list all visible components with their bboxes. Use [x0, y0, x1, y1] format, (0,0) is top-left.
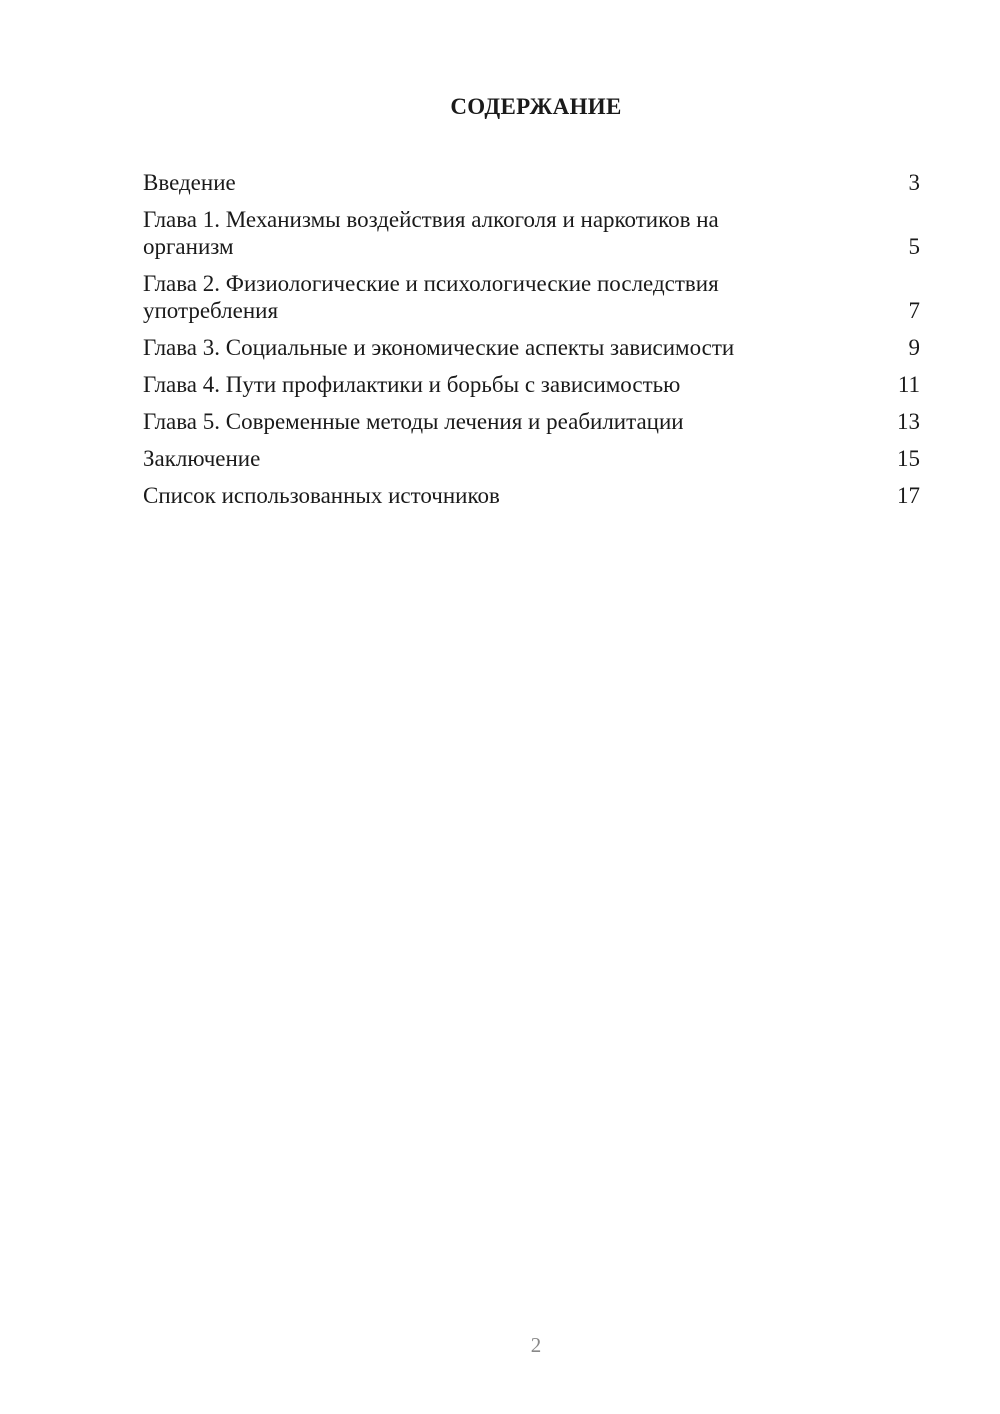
- toc-entry-conclusion[interactable]: [143, 445, 920, 472]
- toc-entry-title: Заключение: [143, 446, 261, 471]
- toc-entry-references[interactable]: [143, 482, 920, 509]
- table-of-contents: [143, 169, 920, 519]
- page-title: СОДЕРЖАНИЕ: [450, 94, 622, 119]
- toc-entry-introduction[interactable]: [143, 169, 920, 196]
- toc-entry-chapter-5[interactable]: [143, 408, 920, 435]
- toc-entry-title: Список использованных источников: [143, 483, 500, 508]
- toc-entry-chapter-3[interactable]: [143, 334, 920, 361]
- toc-entry-page: 13: [897, 409, 920, 434]
- toc-entry-chapter-4[interactable]: [143, 371, 920, 398]
- toc-entry-chapter-1[interactable]: [143, 206, 920, 260]
- toc-entry-title: Глава 3. Социальные и экономические аспекты зависимости: [143, 335, 735, 360]
- toc-entry-page: 5: [908, 234, 920, 259]
- toc-entry-page: 17: [897, 483, 920, 508]
- toc-entry-title: Глава 2. Физиологические и психологические последствия употребления: [143, 271, 719, 323]
- toc-entry-title: Глава 4. Пути профилактики и борьбы с зависимостью: [143, 372, 681, 397]
- toc-entry-page: 9: [908, 335, 920, 360]
- toc-entry-title: Глава 1. Механизмы воздействия алкоголя и наркотиков на организм: [143, 207, 719, 259]
- toc-entry-page: 15: [897, 446, 920, 471]
- toc-entry-page: 11: [897, 372, 920, 397]
- toc-entry-title: Введение: [143, 170, 236, 195]
- toc-entry-page: 7: [908, 298, 920, 323]
- toc-entry-page: 3: [908, 170, 920, 195]
- toc-entry-title: Глава 5. Современные методы лечения и реабилитации: [143, 409, 684, 434]
- page-number: 2: [530, 1333, 542, 1357]
- toc-entry-chapter-2[interactable]: [143, 270, 920, 324]
